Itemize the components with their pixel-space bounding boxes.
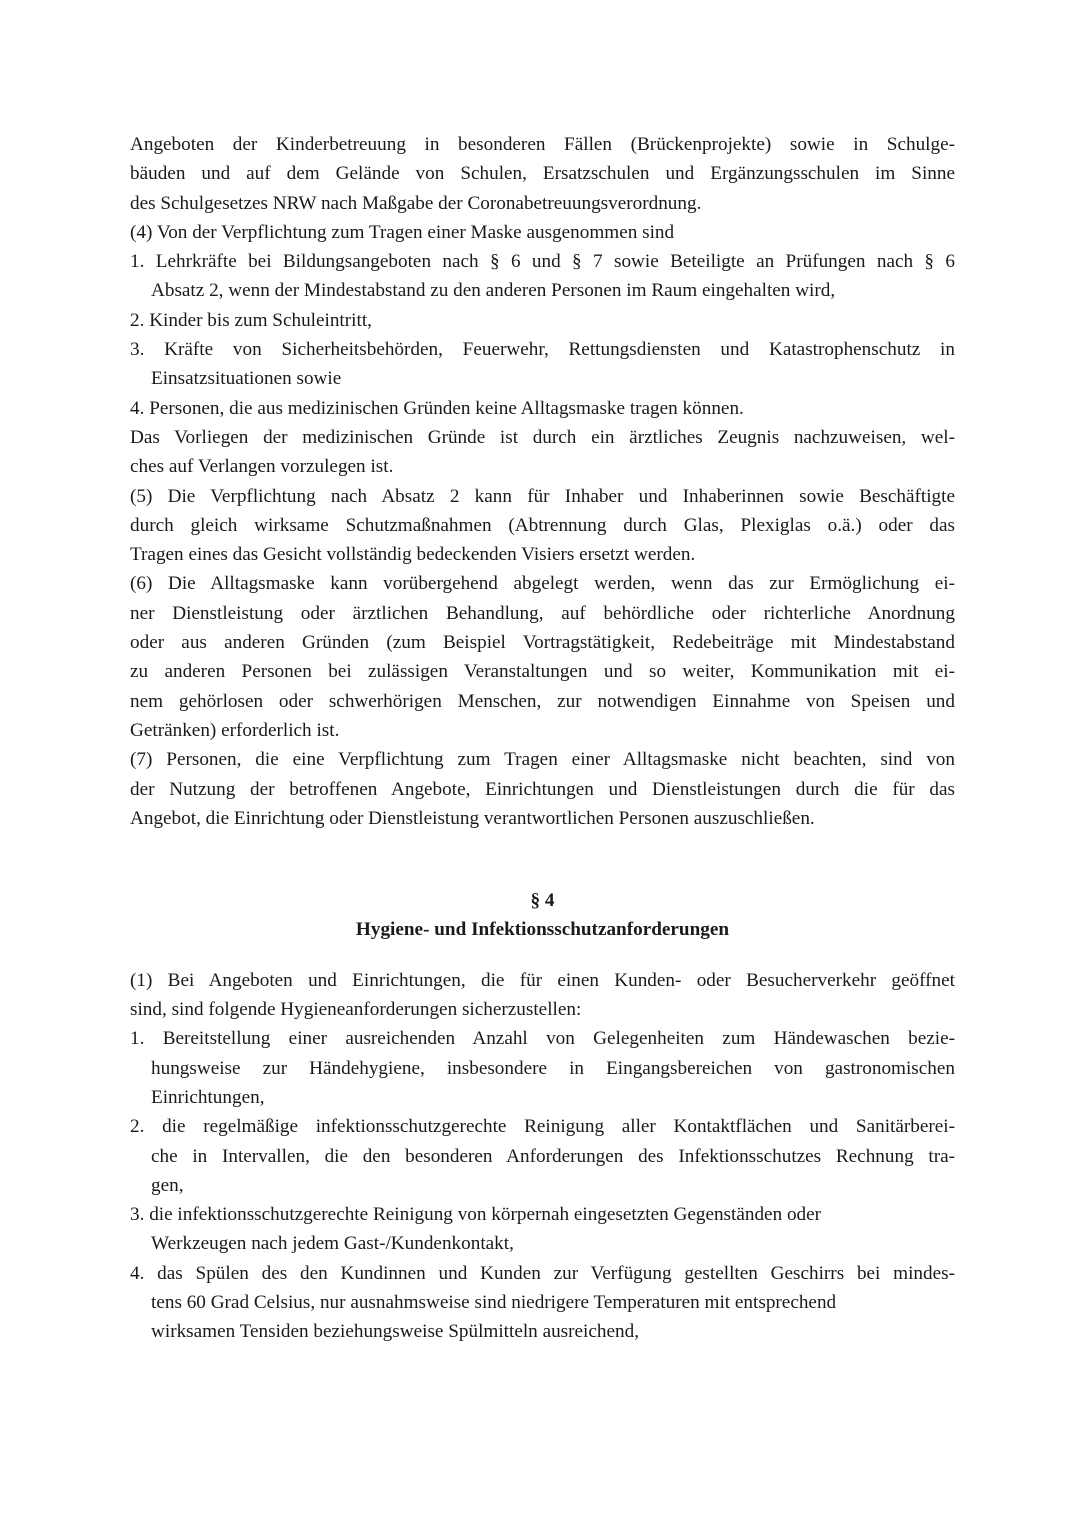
text-line: 1. Bereitstellung einer ausreichenden Anzahl von Gelegenheiten zum Händewaschen bezie- <box>130 1028 955 1050</box>
text-line: (7) Personen, die eine Verpflichtung zum Tragen einer Alltagsmaske nicht beachten, sind von <box>130 749 955 771</box>
text-line: Angeboten der Kinderbetreuung in besonderen Fällen (Brückenprojekte) sowie in Schulge- <box>130 134 955 155</box>
section-number: § 4 <box>530 890 555 912</box>
section4-body <box>130 966 955 1347</box>
text-line: durch gleich wirksame Schutzmaßnahmen (Abtrennung durch Glas, Plexiglas o.ä.) oder das <box>130 514 955 536</box>
text-line: (4) Von der Verpflichtung zum Tragen einer Maske ausgenommen sind <box>130 221 675 243</box>
text-line: oder aus anderen Gründen (zum Beispiel Vortragstätigkeit, Redebeiträge mit Mindestabstand <box>130 632 955 654</box>
section-gap <box>130 833 955 886</box>
text-line: 2. die regelmäßige infektionsschutzgerechte Reinigung aller Kontaktflächen und Sanitärberei- <box>130 1116 955 1138</box>
text-line: 4. Personen, die aus medizinischen Gründen keine Alltagsmaske tragen können. <box>130 397 744 419</box>
text-line: nem gehörlosen oder schwerhörigen Menschen, zur notwendigen Einnahme von Speisen und <box>130 690 955 712</box>
text-line: Werkzeugen nach jedem Gast-/Kundenkontakt, <box>151 1233 514 1255</box>
text-line: ches auf Verlangen vorzulegen ist. <box>130 456 394 478</box>
section4-heading <box>130 886 955 945</box>
heading-gap <box>130 945 955 966</box>
text-line: der Nutzung der betroffenen Angebote, Einrichtungen und Dienstleistungen durch die für das <box>130 778 955 800</box>
text-line: che in Intervallen, die den besonderen Anforderungen des Infektionsschutzes Rechnung tra- <box>151 1145 955 1167</box>
text-line: des Schulgesetzes NRW nach Maßgabe der Coronabetreuungsverordnung. <box>130 192 702 214</box>
document-page <box>130 130 955 1347</box>
text-line: (5) Die Verpflichtung nach Absatz 2 kann für Inhaber und Inhaberinnen sowie Beschäftigte <box>130 485 955 507</box>
text-line: 4. das Spülen des den Kundinnen und Kunden zur Verfügung gestellten Geschirrs bei mindes- <box>130 1262 955 1284</box>
text-line: Einsatzsituationen sowie <box>151 368 342 390</box>
text-line: 3. die infektionsschutzgerechte Reinigung von körpernah eingesetzten Gegenständen oder <box>130 1204 822 1226</box>
text-line: Tragen eines das Gesicht vollständig bedeckenden Visiers ersetzt werden. <box>130 544 696 566</box>
text-line: (1) Bei Angeboten und Einrichtungen, die für einen Kunden- oder Besucherverkehr geöffnet <box>130 969 955 991</box>
text-line: Das Vorliegen der medizinischen Gründe ist durch ein ärztliches Zeugnis nachzuweisen, wel- <box>130 426 955 448</box>
section-title: Hygiene- und Infektionsschutzanforderungen <box>355 919 730 941</box>
text-line: zu anderen Personen bei zulässigen Veranstaltungen und so weiter, Kommunikation mit ei- <box>130 661 955 683</box>
text-line: Getränken) erforderlich ist. <box>130 719 340 741</box>
text-line: 3. Kräfte von Sicherheitsbehörden, Feuerwehr, Rettungsdiensten und Katastrophenschutz in <box>130 339 955 361</box>
text-line: tens 60 Grad Celsius, nur ausnahmsweise sind niedrigere Temperaturen mit entsprechend <box>151 1291 837 1313</box>
section3-continuation <box>130 130 955 833</box>
text-line: wirksamen Tensiden beziehungsweise Spülmitteln ausreichend, <box>151 1321 639 1343</box>
text-line: sind, sind folgende Hygieneanforderungen sicherzustellen: <box>130 999 582 1021</box>
text-line: (6) Die Alltagsmaske kann vorübergehend abgelegt werden, wenn das zur Ermöglichung ei- <box>130 573 955 595</box>
text-line: Angebot, die Einrichtung oder Dienstleistung verantwortlichen Personen auszuschließen. <box>130 807 815 829</box>
text-line: bäuden und auf dem Gelände von Schulen, Ersatzschulen und Ergänzungsschulen im Sinne <box>130 163 955 185</box>
text-line: ner Dienstleistung oder ärztlichen Behandlung, auf behördliche oder richterliche Anordnung <box>130 602 955 624</box>
text-line: 2. Kinder bis zum Schuleintritt, <box>130 309 372 331</box>
text-line: 1. Lehrkräfte bei Bildungsangeboten nach § 6 und § 7 sowie Beteiligte an Prüfungen nach § 6 <box>130 251 955 273</box>
text-line: gen, <box>151 1174 184 1196</box>
text-line: hungsweise zur Händehygiene, insbesondere in Eingangsbereichen von gastronomischen <box>151 1057 955 1079</box>
text-line: Einrichtungen, <box>151 1086 265 1108</box>
text-line: Absatz 2, wenn der Mindestabstand zu den anderen Personen im Raum eingehalten wird, <box>151 280 836 302</box>
